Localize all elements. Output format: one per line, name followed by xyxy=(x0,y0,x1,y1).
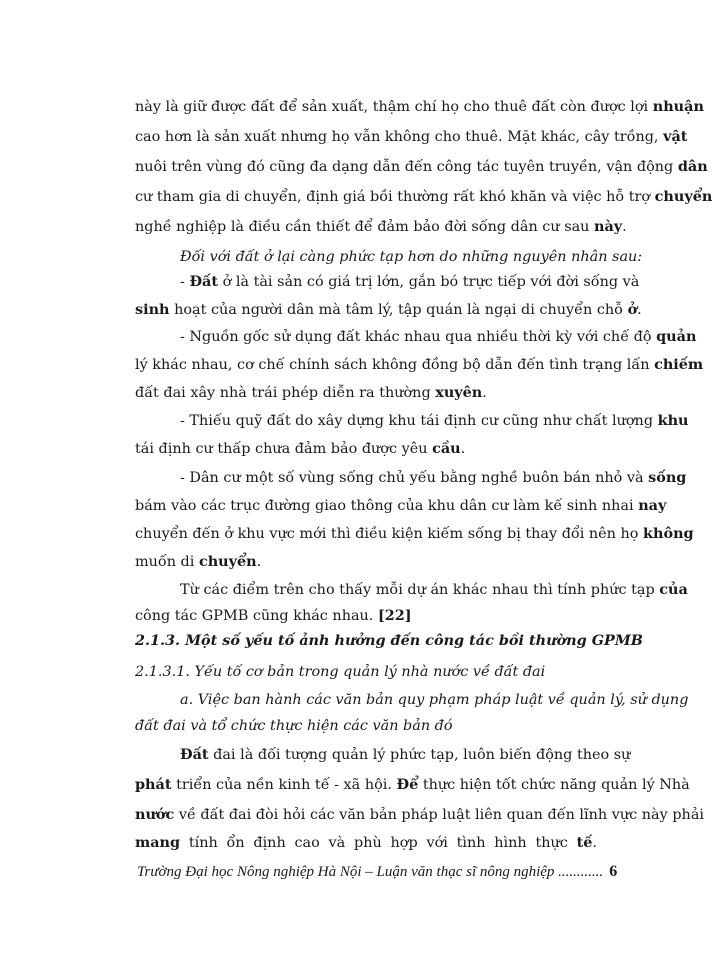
text-line: chuyển đến ở khu vực mới thì điều kiện kiếm sống bị thay đổi nên họ không xyxy=(135,525,694,542)
subsection-heading: 2.1.3.1. Yếu tố cơ bản trong quản lý nhà nước về đất đai xyxy=(135,664,546,680)
subsection-title: a. Việc ban hành các văn bản quy phạm pháp luật về quản lý, sử dụng xyxy=(180,692,689,708)
section-lead: Đối với đất ở lại càng phức tạp hơn do những nguyên nhân sau: xyxy=(180,249,643,265)
page-number: 6 xyxy=(609,863,618,880)
section-heading: 2.1.3. Một số yếu tố ảnh hưởng đến công tác bồi thường GPMB xyxy=(135,632,643,649)
text-line: bám vào các trục đường giao thông của khu dân cư làm kế sinh nhai nay xyxy=(135,497,667,514)
text-line: cao hơn là sản xuất nhưng họ vẫn không cho thuê. Mặt khác, cây trồng, vật xyxy=(135,128,688,145)
text-line: - Nguồn gốc sử dụng đất khác nhau qua nhiều thời kỳ với chế độ quản xyxy=(180,328,697,345)
text-line: - Thiếu quỹ đất do xây dựng khu tái định cư cũng như chất lượng khu xyxy=(180,412,689,429)
text-run: về đất đai đòi hỏi các văn bản pháp luật liên quan đến lĩnh vực này phải xyxy=(174,807,704,823)
text-line xyxy=(135,833,597,853)
text-line: này là giữ được đất để sản xuất, thậm chí họ cho thuê đất còn được lợi nhuận xyxy=(135,98,704,115)
text-line: tái định cư thấp chưa đảm bảo được yêu cầu. xyxy=(135,440,466,457)
text-line: - Đất ở là tài sản có giá trị lớn, gắn bó trực tiếp với đời sống và xyxy=(180,273,640,290)
bold-word: mang xyxy=(135,834,181,851)
text-line: phát triển của nền kinh tế - xã hội. Để thực hiện tốt chức năng quản lý Nhà xyxy=(135,776,690,793)
text-line: cư tham gia di chuyển, định giá bồi thường rất khó khăn và việc hỗ trợ chuyển xyxy=(135,188,712,205)
text-run: . xyxy=(592,835,597,851)
footer-text: Trường Đại học Nông nghiệp Hà Nội – Luận văn thạc sĩ nông nghiệp ............ xyxy=(137,864,604,880)
text-line: Từ các điểm trên cho thấy mỗi dự án khác nhau thì tính phức tạp của xyxy=(180,581,688,598)
bold-word: tế xyxy=(576,834,593,851)
text-line: muốn di chuyển. xyxy=(135,553,262,570)
text-line: - Dân cư một số vùng sống chủ yếu bằng nghề buôn bán nhỏ và sống xyxy=(180,469,687,486)
text-line: nuôi trên vùng đó cũng đa dạng dẫn đến công tác tuyên truyền, vận động dân xyxy=(135,158,708,175)
text-line: công tác GPMB cũng khác nhau. [22] xyxy=(135,607,412,624)
text-line xyxy=(135,805,704,825)
text-line: nghề nghiệp là điều cần thiết để đảm bảo đời sống dân cư sau này. xyxy=(135,218,627,235)
bold-word: nước xyxy=(135,806,175,823)
text-line: đất đai xây nhà trái phép diễn ra thường xuyên. xyxy=(135,384,487,401)
subsection-title: đất đai và tổ chức thực hiện các văn bản đó xyxy=(135,718,453,734)
page-footer xyxy=(137,862,618,882)
text-line: lý khác nhau, cơ chế chính sách không đồng bộ dẫn đến tình trạng lấn chiếm xyxy=(135,356,704,373)
text-line: sinh hoạt của người dân mà tâm lý, tập quán là ngại di chuyển chỗ ở. xyxy=(135,301,642,318)
text-run: tính ổn định cao và phù hợp với tình hình thực xyxy=(180,835,577,851)
text-line: Đất đai là đối tượng quản lý phức tạp, luôn biến động theo sự xyxy=(180,746,631,763)
